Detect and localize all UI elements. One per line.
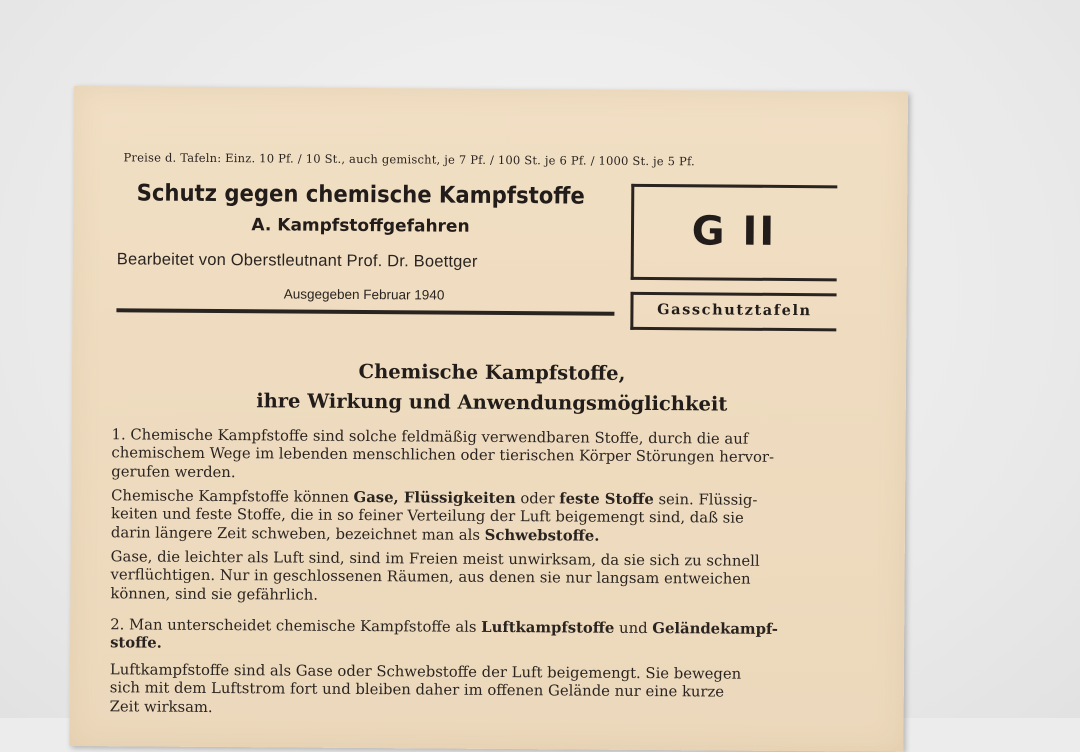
emphasis-run: feste Stoffe — [559, 490, 654, 509]
text-run: darin längere Zeit schweben, bezeichnet man als — [110, 524, 485, 544]
text-line: keiten und feste Stoffe, die in so feiner Verteilung der Luft beigemengt sind, daß sie — [110, 505, 744, 528]
section-heading-line2: ihre Wirkung und Anwendungsmöglichkeit — [256, 389, 728, 416]
text-line: gerufen werden. — [111, 463, 236, 481]
text-line: stoffe. — [110, 634, 162, 653]
paragraph-classification — [110, 616, 850, 658]
emphasis-run: Luftkampfstoffe — [481, 618, 615, 637]
header-rule — [116, 308, 614, 315]
text-line: können, sind sie gefährlich. — [110, 585, 319, 604]
paragraph-forms — [111, 487, 851, 547]
author-line: Bearbeitet von Oberstleutnant Prof. Dr. Boettger — [116, 250, 478, 271]
series-label: Gasschutztafeln — [657, 301, 812, 320]
text-line: chemischem Wege im lebenden menschlichen oder tierischen Körper Störungen hervor- — [111, 444, 775, 467]
table-code: G II — [691, 208, 777, 255]
text-run: 2. Man unterscheidet chemische Kampfstoffe als — [110, 616, 482, 636]
document-title: Schutz gegen chemische Kampfstoffe — [136, 180, 585, 210]
emphasis-run: Schwebstoffe. — [484, 526, 600, 545]
text-line: Zeit wirksam. — [109, 698, 213, 716]
price-line: Preise d. Tafeln: Einz. 10 Pf. / 10 St., auch gemischt, je 7 Pf. / 100 St. je 6 Pf. / 1000 St. je 5 Pf. — [123, 150, 695, 169]
text-run: oder — [515, 490, 560, 508]
text-line: verflüchtigen. Nur in geschlossenen Räumen, aus denen sie nur langsam entweichen — [110, 566, 751, 589]
leaflet-page — [69, 86, 908, 752]
text-line: Gase, die leichter als Luft sind, sind im Freien meist unwirksam, da sie sich zu schnell — [110, 548, 760, 570]
text-run: Chemische Kampfstoffe können — [111, 487, 354, 506]
document-subtitle: A. Kampfstoffgefahren — [251, 215, 470, 237]
paragraph-air-agents — [110, 661, 850, 721]
text-run: und — [614, 619, 653, 638]
text-line: 1. Chemische Kampfstoffe sind solche feldmäßig verwendbaren Stoffe, durch die auf — [111, 426, 749, 448]
issue-date: Ausgegeben Februar 1940 — [283, 286, 445, 303]
paragraph-definition — [111, 426, 851, 486]
paragraph-gases — [110, 548, 850, 608]
section-heading-line1: Chemische Kampfstoffe, — [358, 359, 626, 385]
emphasis-run: Gase, Flüssigkeiten — [353, 488, 516, 508]
text-line: sich mit dem Luftstrom fort und bleiben daher im offenen Gelände nur eine kurze — [109, 679, 725, 701]
emphasis-run: Geländekampf- — [652, 620, 779, 638]
text-line: Luftkampfstoffe sind als Gase oder Schwebstoffe der Luft beigemengt. Sie bewegen — [109, 661, 742, 683]
text-run: sein. Flüssig- — [653, 491, 758, 509]
